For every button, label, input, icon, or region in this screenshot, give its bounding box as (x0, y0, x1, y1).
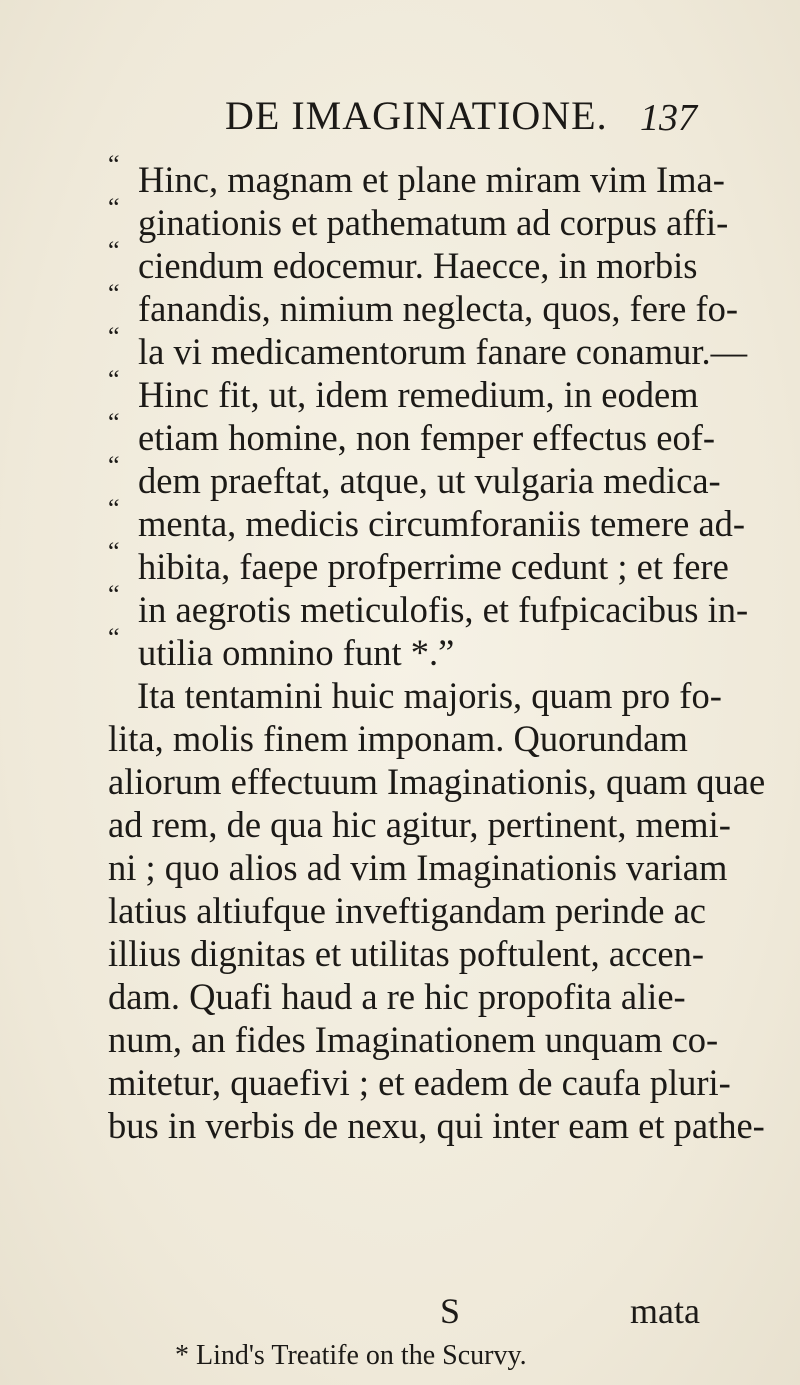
quote-line-text: ciendum edocemur. Haecce, in morbis (138, 245, 698, 286)
footnote: * Lind's Treatife on the Scurvy. (175, 1340, 527, 1371)
quote-line (108, 537, 729, 589)
quote-mark: “ (108, 279, 120, 308)
quote-line (108, 365, 708, 417)
quote-line (108, 408, 716, 460)
quote-line (108, 494, 746, 546)
paragraph-line: num, an fides Imaginationem unquam co- (108, 1019, 719, 1060)
quote-mark: “ (108, 150, 120, 179)
quote-line-text: Hinc fit, ut, idem remedium, in eodem (138, 374, 699, 415)
paragraph-line: dam. Quafi haud a re hic propofita alie- (108, 976, 686, 1017)
quote-mark: “ (108, 623, 120, 652)
quote-mark: “ (108, 408, 120, 437)
quote-line (108, 279, 739, 331)
quote-line-text: fanandis, nimium neglecta, quos, fere fo- (138, 288, 739, 329)
quote-line-text: Hinc, magnam et plane miram vim Ima- (138, 159, 725, 200)
quote-mark: “ (108, 236, 120, 265)
quote-mark: “ (108, 537, 120, 566)
quote-line (108, 236, 708, 288)
paragraph-line: aliorum effectuum Imaginationis, quam quae (108, 761, 766, 802)
quote-mark: “ (108, 451, 120, 480)
quote-line-text: hibita, faepe profperrime cedunt ; et fere (138, 546, 729, 587)
quote-line (108, 451, 721, 503)
quote-line (108, 150, 725, 202)
catchword: mata (630, 1291, 700, 1331)
quote-mark: “ (108, 365, 120, 394)
paragraph-line: lita, molis finem imponam. Quorundam (108, 718, 688, 759)
quote-line-text: in aegrotis meticulofis, et fufpicacibus in- (138, 589, 749, 630)
quote-line (108, 580, 749, 632)
paragraph-line: bus in verbis de nexu, qui inter eam et pathe- (108, 1105, 765, 1146)
quote-mark: “ (108, 193, 120, 222)
paragraph-line: ad rem, de qua hic agitur, pertinent, memi- (108, 804, 731, 845)
paragraph-line: Ita tentamini huic majoris, quam pro fo- (137, 675, 722, 716)
quote-line-text: ginationis et pathematum ad corpus affi- (138, 202, 729, 243)
quote-line-text: dem praeftat, atque, ut vulgaria medica- (138, 460, 721, 501)
page-number: 137 (640, 97, 697, 139)
paragraph-line: ni ; quo alios ad vim Imaginationis variam (108, 847, 728, 888)
quote-line-text: utilia omnino funt *.” (138, 632, 455, 673)
signature-mark: S (440, 1291, 461, 1331)
quote-mark: “ (108, 580, 120, 609)
page-header (0, 92, 800, 142)
quote-mark: “ (108, 494, 120, 523)
quote-line (108, 193, 729, 245)
quote-line-text: menta, medicis circumforaniis temere ad- (138, 503, 746, 544)
paragraph-line: latius altiufque inveftigandam perinde ac (108, 890, 706, 931)
paragraph-line: mitetur, quaefivi ; et eadem de caufa pluri- (108, 1062, 731, 1103)
quote-line (108, 322, 748, 374)
quote-line-text: la vi medicamentorum fanare conamur.— (138, 331, 748, 372)
running-title: DE IMAGINATIONE. (225, 93, 608, 138)
quote-line-text: etiam homine, non femper effectus eof- (138, 417, 716, 458)
quote-line (108, 623, 708, 675)
quote-mark: “ (108, 322, 120, 351)
paragraph-line: illius dignitas et utilitas poftulent, accen- (108, 933, 705, 974)
